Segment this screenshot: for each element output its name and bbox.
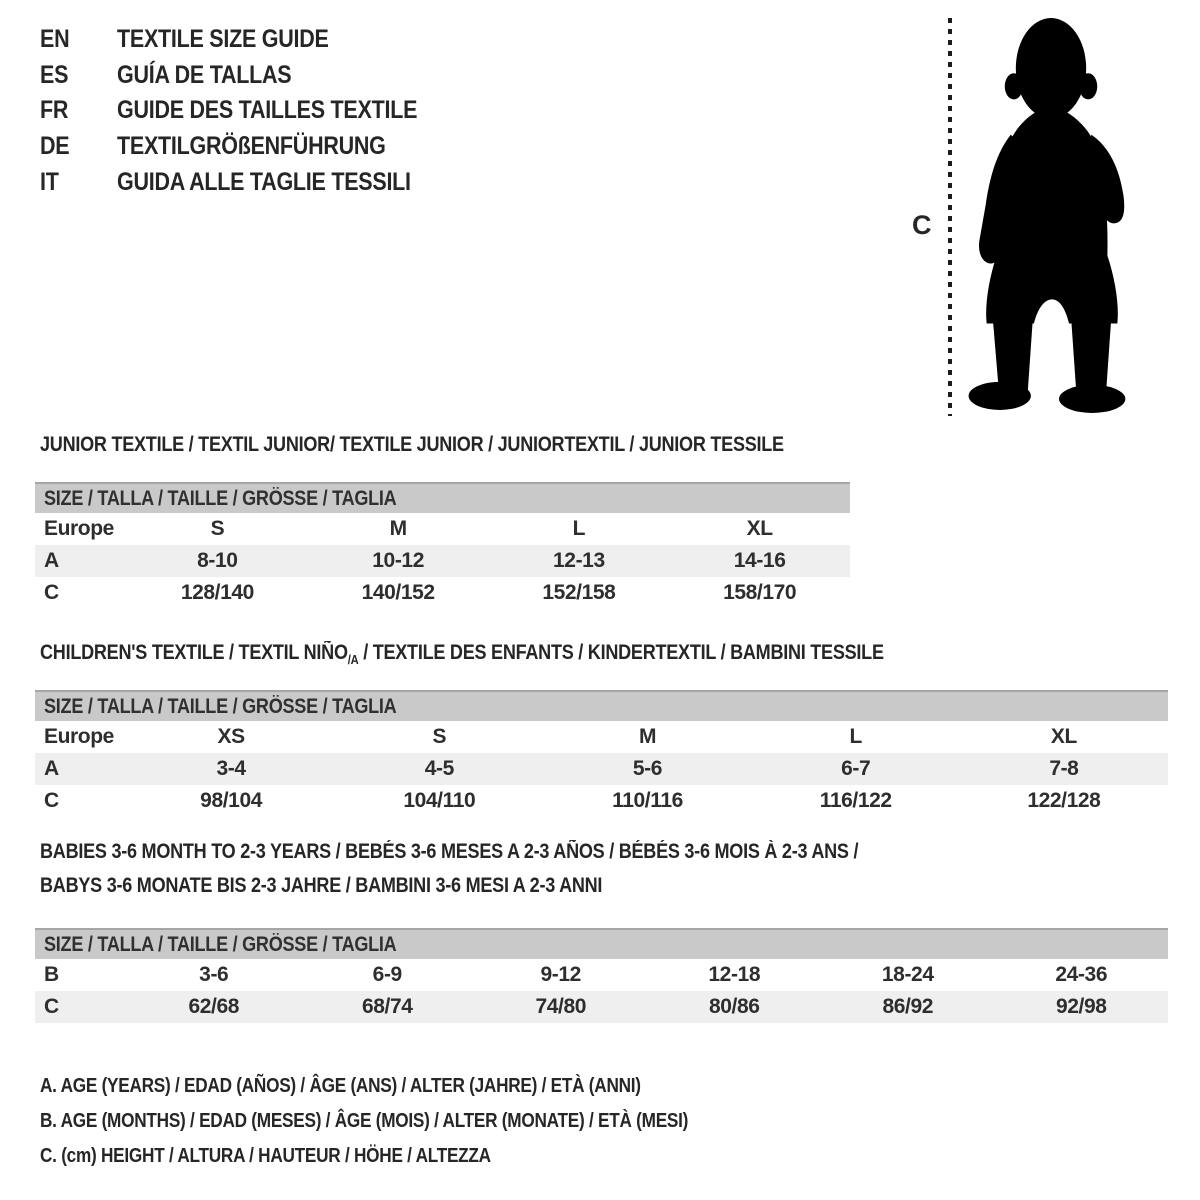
legend-notes <box>40 1069 794 1174</box>
table-cell: L <box>849 725 862 748</box>
note-height-cm: C. (cm) HEIGHT / ALTURA / HAUTEUR / HÖHE / ALTEZZA <box>40 1145 491 1167</box>
table-row <box>35 577 850 609</box>
children-section-heading: CHILDREN'S TEXTILE / TEXTIL $NIÑO_{/A}$ / TEXTILE DES ENFANTS / KINDERTEXTIL / BAMBINI TESSILE <box>40 641 884 667</box>
table-cell: 3-4 <box>216 757 246 780</box>
lang-code-it: IT <box>40 167 59 196</box>
lang-row-it <box>40 164 466 200</box>
note-age-years: A. AGE (YEARS) / EDAD (AÑOS) / ÂGE (ANS) / ALTER (JAHRE) / ETÀ (ANNI) <box>40 1075 641 1097</box>
table-cell: 68/74 <box>361 995 413 1018</box>
row-label: C <box>44 789 59 812</box>
table-cell: XL <box>746 517 773 540</box>
row-label: B <box>44 963 59 986</box>
table-cell: XL <box>1050 725 1077 748</box>
table-cell: 12-13 <box>553 549 605 572</box>
table-cell: 86/92 <box>882 995 934 1018</box>
row-label: C <box>44 995 59 1018</box>
row-label: Europe <box>44 725 114 748</box>
height-measure-label: C <box>912 210 932 240</box>
height-measure-dashed-line <box>948 18 952 416</box>
table-cell: 7-8 <box>1049 757 1079 780</box>
lang-row-en <box>40 22 466 58</box>
lang-row-es <box>40 58 466 94</box>
lang-code-de: DE <box>40 132 70 161</box>
row-label: A <box>44 757 59 780</box>
table-row <box>35 991 1168 1023</box>
title-it: GUIDA ALLE TAGLIE TESSILI <box>117 167 411 196</box>
table-cell: 24-36 <box>1055 963 1108 986</box>
table-cell: S <box>432 725 447 748</box>
lang-code-en: EN <box>40 25 70 54</box>
title-es: GUÍA DE TALLAS <box>117 60 292 89</box>
babies-size-header-bar: SIZE / TALLA / TAILLE / GRÖSSE / TAGLIA <box>35 928 1168 959</box>
lang-row-de <box>40 129 466 165</box>
table-cell: 6-7 <box>841 757 871 780</box>
language-title-list <box>40 22 466 200</box>
table-cell: 158/170 <box>723 581 797 604</box>
title-de: TEXTILGRÖßENFÜHRUNG <box>117 132 386 161</box>
title-fr: GUIDE DES TAILLES TEXTILE <box>117 96 418 125</box>
table-row <box>35 753 1168 785</box>
lang-code-es: ES <box>40 60 69 89</box>
table-row <box>35 721 1168 753</box>
table-cell: M <box>389 517 407 540</box>
junior-size-table <box>35 482 850 609</box>
table-cell: 10-12 <box>372 549 424 572</box>
table-cell: 152/158 <box>542 581 616 604</box>
table-cell: 3-6 <box>199 963 229 986</box>
table-cell: 98/104 <box>200 789 263 812</box>
children-size-table <box>35 690 1168 817</box>
table-row <box>35 959 1168 991</box>
children-size-header-bar: SIZE / TALLA / TAILLE / GRÖSSE / TAGLIA <box>35 690 1168 721</box>
table-cell: 122/128 <box>1027 789 1101 812</box>
table-cell: 6-9 <box>372 963 402 986</box>
table-cell: 92/98 <box>1055 995 1107 1018</box>
table-cell: 4-5 <box>424 757 454 780</box>
row-label: Europe <box>44 517 114 540</box>
table-cell: XS <box>217 725 245 748</box>
table-cell: 128/140 <box>180 581 254 604</box>
babies-section-heading: BABIES 3-6 MONTH TO 2-3 YEARS / BEBÉS 3-6 MESES A 2-3 AÑOS / BÉBÉS 3-6 MOIS À 2-3 ANS / BABYS 3-6 MONATE BIS 2-3 JAHRE / BAMBINI 3-6 MESI A 2-3 ANNI <box>40 840 859 897</box>
nino-a-subscript: /A <box>347 652 359 667</box>
row-label: C <box>44 581 59 604</box>
table-row <box>35 545 850 577</box>
note-age-months: B. AGE (MONTHS) / EDAD (MESES) / ÂGE (MOIS) / ALTER (MONATE) / ETÀ (MESI) <box>40 1110 689 1132</box>
table-cell: 74/80 <box>535 995 587 1018</box>
table-cell: 140/152 <box>361 581 435 604</box>
table-cell: M <box>638 725 657 748</box>
table-cell: 80/86 <box>708 995 760 1018</box>
row-label: A <box>44 549 59 572</box>
table-cell: 18-24 <box>881 963 934 986</box>
table-cell: 5-6 <box>632 757 663 780</box>
babies-size-table <box>35 928 1168 1023</box>
junior-size-header-bar: SIZE / TALLA / TAILLE / GRÖSSE / TAGLIA <box>35 482 850 513</box>
table-row <box>35 513 850 545</box>
toddler-silhouette-icon <box>966 16 1138 418</box>
table-cell: 116/122 <box>819 789 892 812</box>
table-cell: L <box>572 517 586 540</box>
junior-section-heading: JUNIOR TEXTILE / TEXTIL JUNIOR/ TEXTILE JUNIOR / JUNIORTEXTIL / JUNIOR TESSILE <box>40 433 784 456</box>
table-cell: 62/68 <box>188 995 240 1018</box>
table-cell: 110/116 <box>612 789 683 812</box>
table-cell: 8-10 <box>197 549 238 572</box>
table-cell: 9-12 <box>540 963 581 986</box>
table-cell: 104/110 <box>403 789 476 812</box>
table-cell: 12-18 <box>708 963 761 986</box>
table-row <box>35 785 1168 817</box>
lang-code-fr: FR <box>40 96 69 125</box>
table-cell: 14-16 <box>733 549 786 572</box>
lang-row-fr <box>40 93 466 129</box>
table-cell: S <box>210 517 225 540</box>
title-en: TEXTILE SIZE GUIDE <box>117 25 329 54</box>
